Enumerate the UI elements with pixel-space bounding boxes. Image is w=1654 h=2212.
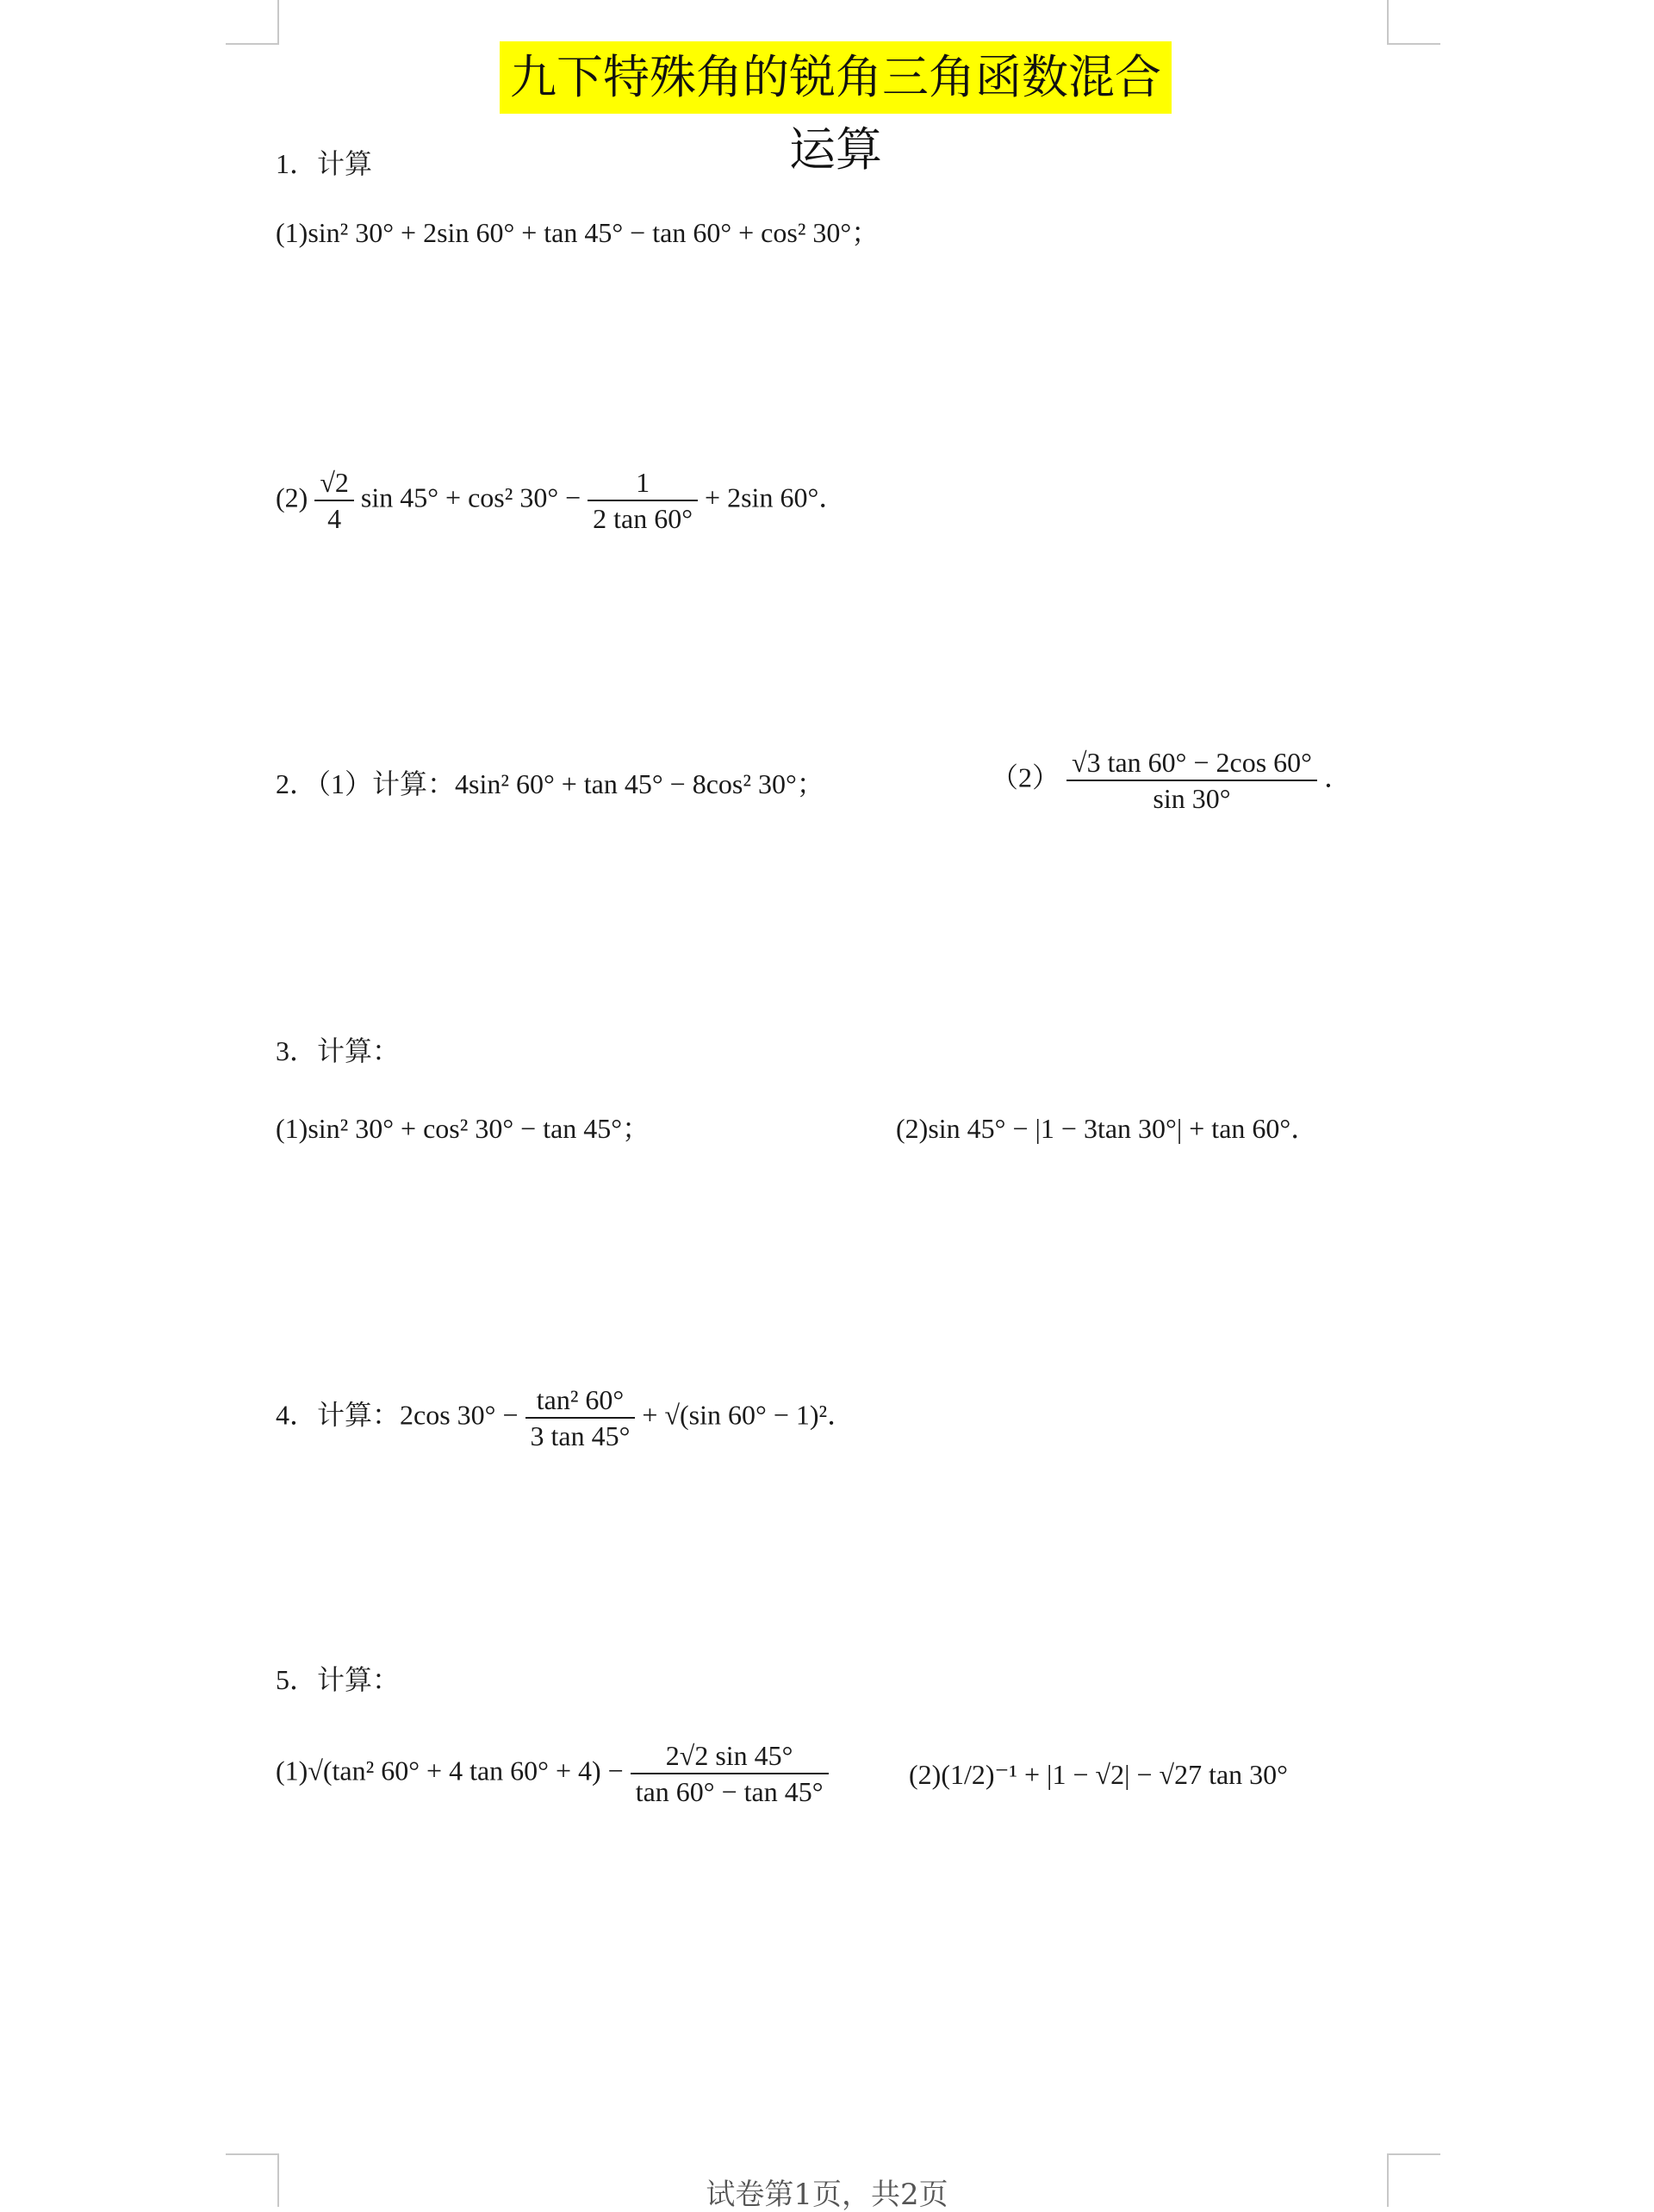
- q5p1-prefix: (1)√(tan² 60° + 4 tan 60° + 4) −: [276, 1755, 624, 1786]
- q2p2-prefix: （2）: [991, 761, 1060, 793]
- question-5-part-1: [276, 1738, 829, 1809]
- q2p2-numerator: √3 tan 60° − 2cos 60°: [1072, 747, 1312, 778]
- q1p2-fraction-2: [588, 465, 698, 536]
- q1p2-frac1-denominator: 4: [314, 500, 354, 536]
- q1p2-prefix: (2): [276, 482, 308, 513]
- question-1-heading: 1．计算: [276, 148, 373, 179]
- q4-prefix: 4．计算：2cos 30° −: [276, 1399, 519, 1431]
- question-1-part-2: [276, 465, 846, 536]
- question-4: [276, 1382, 855, 1453]
- q1p2-fraction-1: [314, 465, 354, 536]
- q4-suffix: + √(sin 60° − 1)²．: [642, 1399, 855, 1431]
- q1p2-frac2-numerator: 1: [636, 467, 650, 498]
- page-corner-mark-top-left: [226, 0, 279, 45]
- worksheet-title: 九下特殊角的锐角三角函数混合运算: [500, 41, 1172, 114]
- q4-fraction: [525, 1382, 636, 1453]
- q4-numerator: tan² 60°: [536, 1384, 625, 1415]
- q5p1-numerator: 2√2 sin 45°: [665, 1740, 793, 1771]
- q5p1-denominator: tan 60° − tan 45°: [631, 1773, 829, 1809]
- question-5-part-2: (2)(1/2)⁻¹ + |1 − √2| − √27 tan 30°: [909, 1759, 1288, 1790]
- page-footer: 试卷第1页，共2页: [706, 2178, 948, 2212]
- q1p2-suffix: + 2sin 60°．: [705, 482, 847, 513]
- question-1-part-1: (1)sin² 30° + 2sin 60° + tan 45° − tan 60° + cos² 30°；: [276, 217, 880, 248]
- q2p2-fraction: [1066, 745, 1317, 816]
- question-5-heading: 5．计算：: [276, 1664, 401, 1695]
- page-corner-mark-top-right: [1387, 0, 1440, 45]
- q1p2-middle: sin 45° + cos² 30° −: [360, 482, 581, 513]
- q1p2-frac1-numerator: √2: [320, 467, 349, 498]
- q4-denominator: 3 tan 45°: [525, 1417, 636, 1453]
- q2p2-suffix: ．: [1323, 761, 1352, 793]
- q2p2-denominator: sin 30°: [1066, 780, 1317, 816]
- q1p2-frac2-denominator: 2 tan 60°: [588, 500, 698, 536]
- q5p1-fraction: [631, 1738, 829, 1809]
- question-3-heading: 3．计算：: [276, 1035, 401, 1066]
- question-2-part-1: 2．（1）计算：4sin² 60° + tan 45° − 8cos² 30°；: [276, 768, 824, 799]
- question-3-part-2: (2)sin 45° − |1 − 3tan 30°| + tan 60°．: [896, 1113, 1319, 1144]
- question-3-part-1: (1)sin² 30° + cos² 30° − tan 45°；: [276, 1113, 650, 1144]
- question-2-part-2: [991, 745, 1352, 816]
